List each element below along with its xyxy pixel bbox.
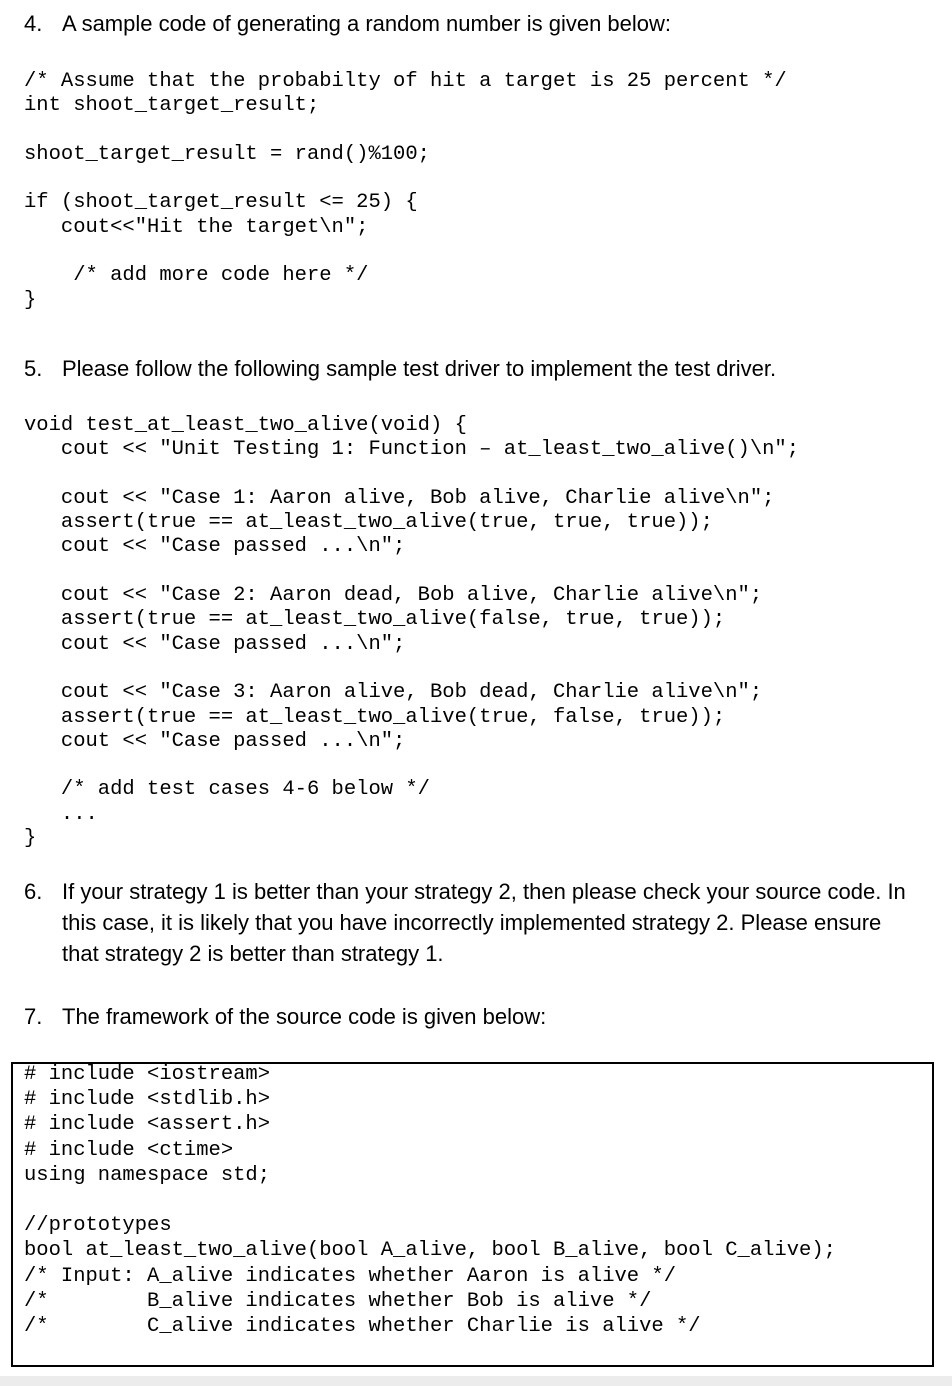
code-line bbox=[24, 754, 799, 778]
item-6-text: If your strategy 1 is better than your strategy 2, then please check your source code. In this case, it is likely that you have incorrectly implemented strategy 2. Please ensure that strategy 2 is better than strategy 1. bbox=[62, 879, 906, 966]
code-line: } bbox=[24, 827, 37, 851]
code-line: cout << "Case 2: Aaron dead, Bob alive, Charlie alive\n"; bbox=[24, 584, 763, 608]
code-line: //prototypes bbox=[24, 1214, 172, 1238]
code-line: /* Input: A_alive indicates whether Aaron is alive */ bbox=[24, 1264, 677, 1288]
code-line: int shoot_target_result; bbox=[24, 94, 320, 118]
code-line: cout << "Case passed ...\n"; bbox=[24, 729, 406, 753]
item-4-number: 4. bbox=[24, 11, 43, 36]
code-line bbox=[24, 560, 799, 584]
code-line: } bbox=[24, 288, 37, 312]
item-4-code-block bbox=[24, 70, 787, 313]
code-line: # include <iostream> bbox=[24, 1063, 271, 1086]
code-line: using namespace std; bbox=[24, 1163, 271, 1187]
item-7-code-block bbox=[24, 1063, 836, 1340]
code-line bbox=[24, 119, 787, 143]
code-line: /* B_alive indicates whether Bob is alive */ bbox=[24, 1289, 652, 1313]
code-line: cout << "Case passed ...\n"; bbox=[24, 632, 406, 656]
code-line: cout << "Unit Testing 1: Function – at_least_two_alive()\n"; bbox=[24, 438, 800, 462]
code-line bbox=[24, 463, 799, 487]
code-line: /* C_alive indicates whether Charlie is alive */ bbox=[24, 1314, 701, 1338]
code-line bbox=[24, 657, 799, 681]
code-line: cout << "Case passed ...\n"; bbox=[24, 535, 406, 559]
code-line: # include <stdlib.h> bbox=[24, 1088, 271, 1112]
item-7-number: 7. bbox=[24, 1004, 43, 1029]
code-line: bool at_least_two_alive(bool A_alive, bool B_alive, bool C_alive); bbox=[24, 1239, 836, 1263]
item-5-code-block bbox=[24, 414, 799, 851]
code-line: void test_at_least_two_alive(void) { bbox=[24, 414, 467, 437]
code-line: assert(true == at_least_two_alive(true, true, true)); bbox=[24, 511, 713, 535]
code-line: cout << "Case 1: Aaron alive, Bob alive, Charlie alive\n"; bbox=[24, 486, 775, 510]
page-bottom-edge bbox=[0, 1376, 952, 1386]
item-6-number: 6. bbox=[24, 879, 43, 904]
code-line: # include <assert.h> bbox=[24, 1113, 271, 1137]
code-line: cout << "Case 3: Aaron alive, Bob dead, Charlie alive\n"; bbox=[24, 681, 763, 705]
code-line: assert(true == at_least_two_alive(true, false, true)); bbox=[24, 705, 726, 729]
code-line: if (shoot_target_result <= 25) { bbox=[24, 191, 418, 215]
item-5-text: Please follow the following sample test driver to implement the test driver. bbox=[62, 356, 777, 381]
code-line: cout<<"Hit the target\n"; bbox=[24, 215, 369, 239]
item-4-text: A sample code of generating a random number is given below: bbox=[62, 11, 672, 36]
item-5-number: 5. bbox=[24, 356, 43, 381]
code-line bbox=[24, 167, 787, 191]
code-line: /* Assume that the probabilty of hit a target is 25 percent */ bbox=[24, 70, 787, 93]
item-7-text: The framework of the source code is given below: bbox=[62, 1004, 547, 1029]
code-line: assert(true == at_least_two_alive(false, true, true)); bbox=[24, 608, 726, 632]
code-line: shoot_target_result = rand()%100; bbox=[24, 142, 430, 166]
code-line: ... bbox=[24, 802, 98, 826]
code-line bbox=[24, 240, 787, 264]
code-line bbox=[24, 1189, 836, 1214]
code-line: /* add more code here */ bbox=[24, 264, 369, 288]
code-line: /* add test cases 4-6 below */ bbox=[24, 778, 430, 802]
code-line: # include <ctime> bbox=[24, 1138, 234, 1162]
